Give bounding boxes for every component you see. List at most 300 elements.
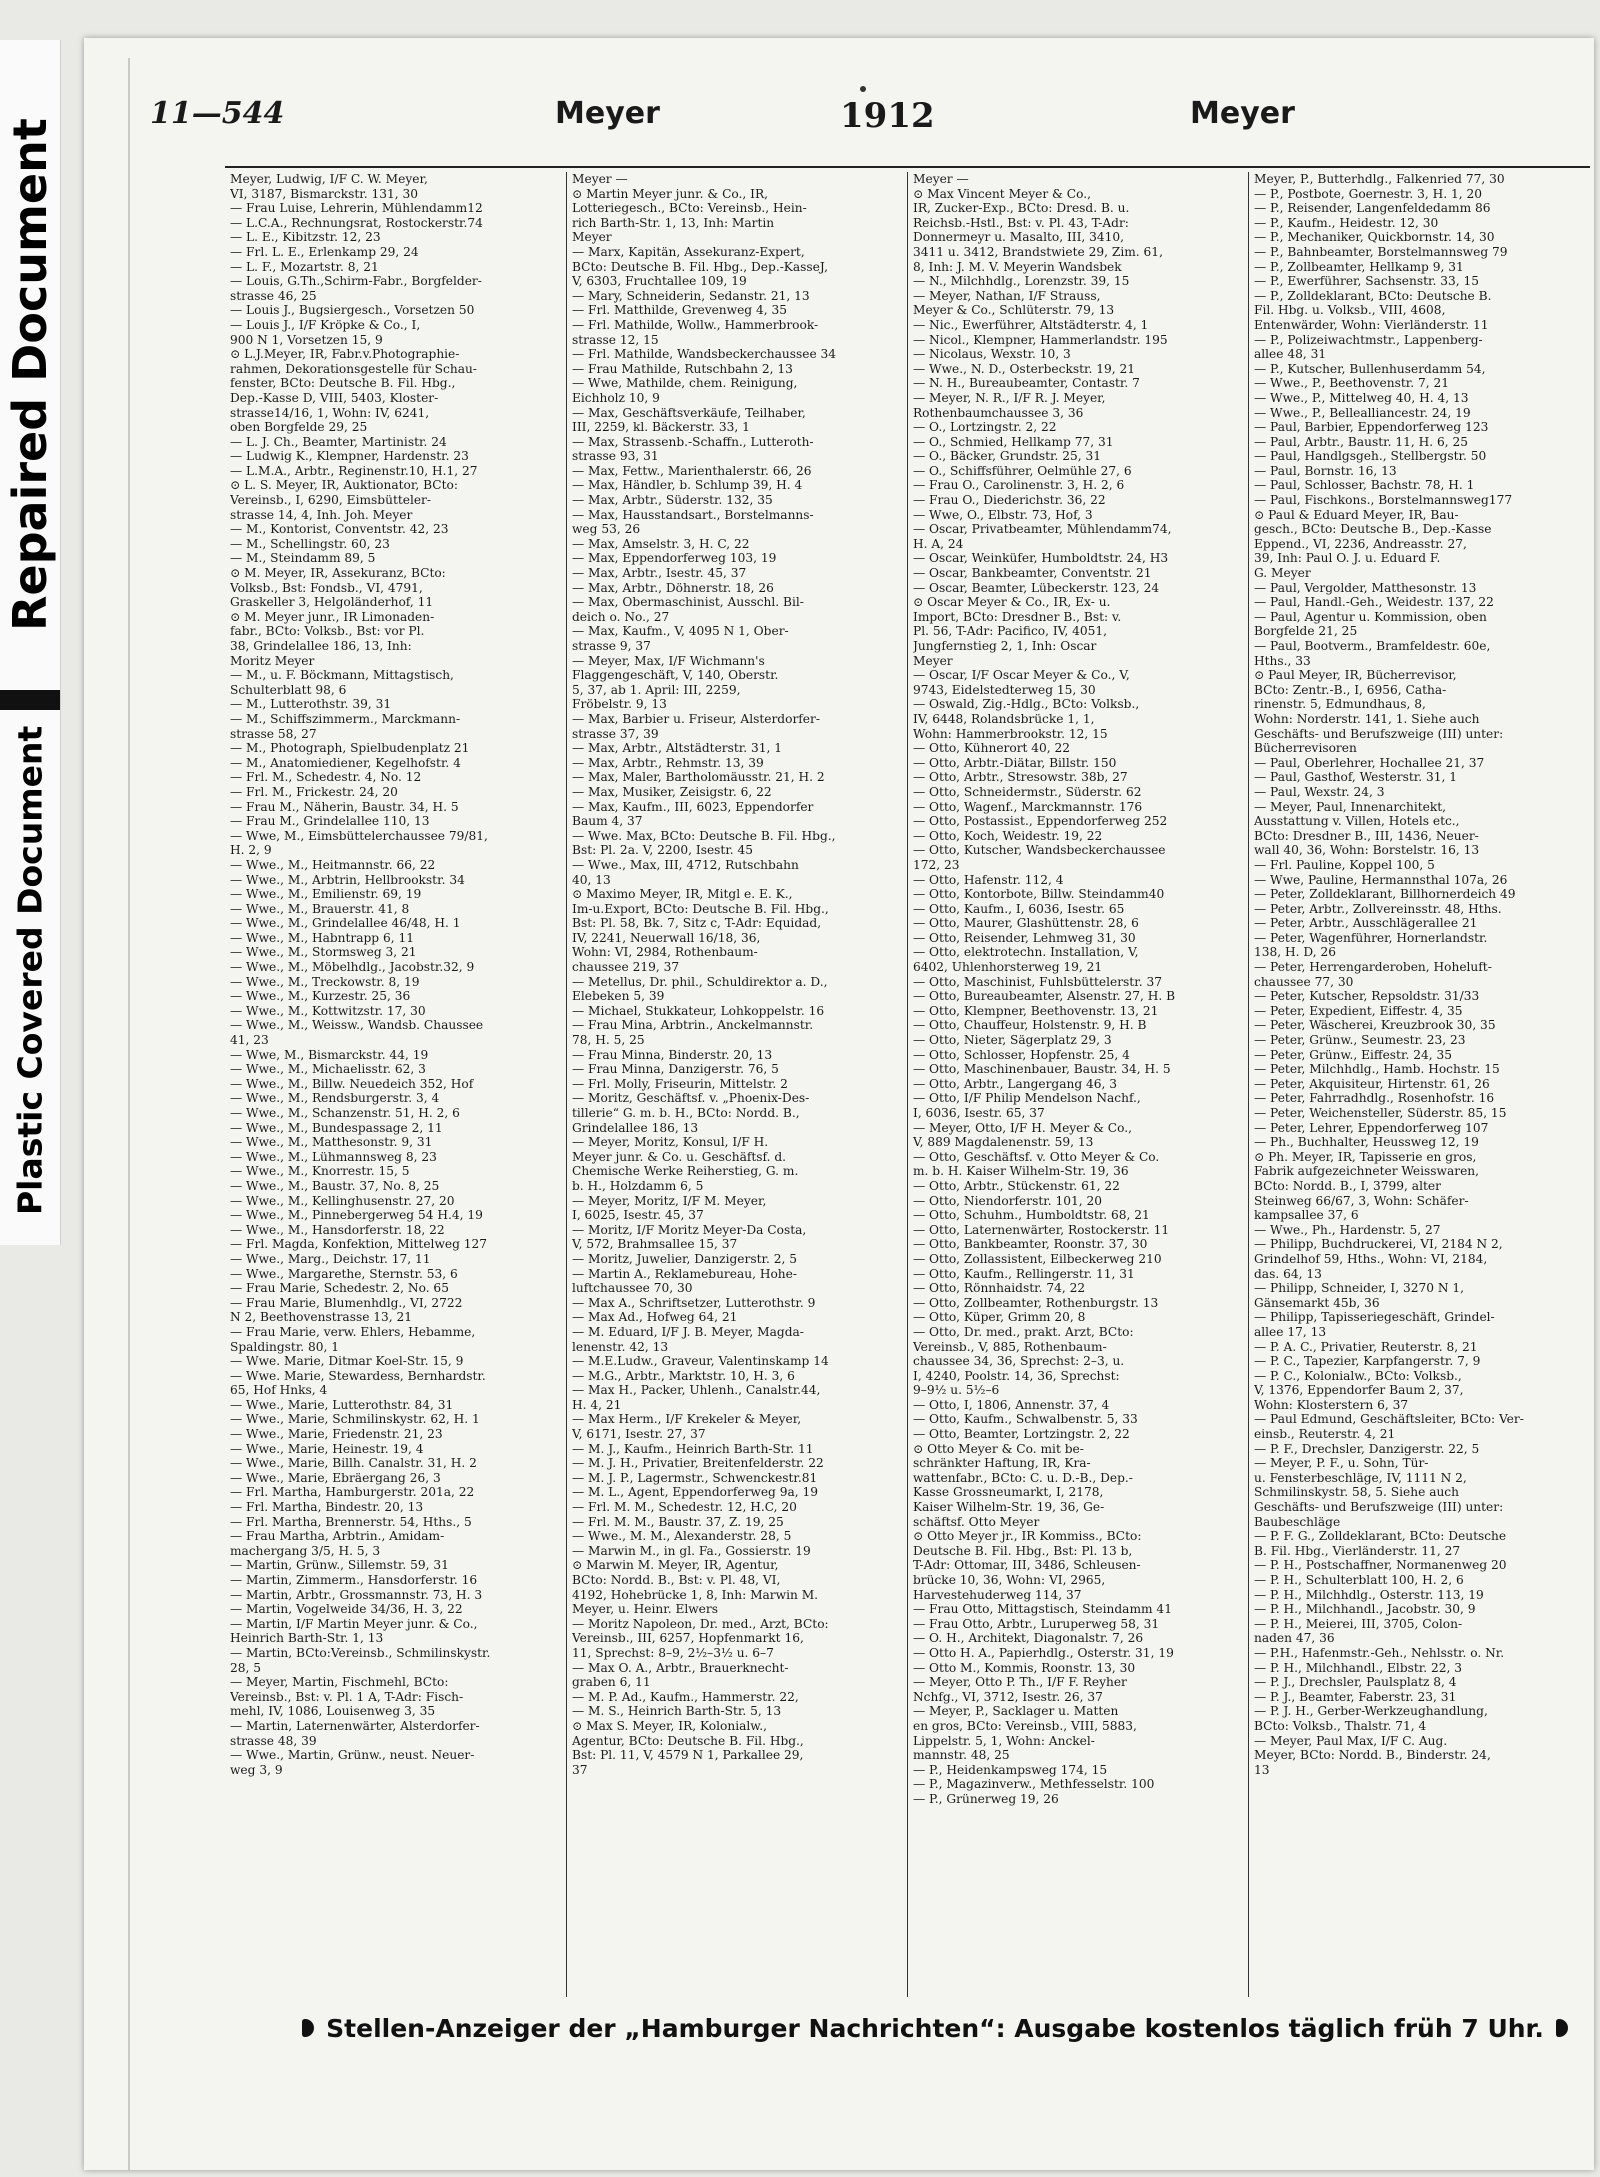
directory-entry: — Wwe., M., Baustr. 37, No. 8, 25 [230, 1178, 440, 1193]
directory-entry: 5, 37, ab 1. April: III, 2259, [572, 682, 741, 697]
directory-entry: — Otto, Schuhm., Humboldtstr. 68, 21 [913, 1208, 1150, 1223]
directory-entry: ⊙ Oscar Meyer & Co., IR, Ex- u. [913, 595, 1111, 610]
directory-entry: B. Fil. Hbg., Vierländerstr. 11, 27 [1254, 1543, 1461, 1558]
directory-entry: — Paul, Bootverm., Bramfeldestr. 60e, [1254, 639, 1491, 653]
directory-entry: — Peter, Weichensteller, Süderstr. 85, 15 [1254, 1106, 1507, 1120]
directory-entry: — Otto, Arbtr., Langergang 46, 3 [913, 1076, 1118, 1091]
directory-entry: strasse 48, 39 [230, 1733, 317, 1748]
directory-entry: — Oscar, Bankbeamter, Conventstr. 21 [913, 566, 1152, 581]
directory-entry: — M., Steindamm 89, 5 [230, 551, 376, 566]
directory-entry: — Max Herm., I/F Krekeler & Meyer, [572, 1412, 802, 1427]
directory-entry: ⊙ L. S. Meyer, IR, Auktionator, BCto: [230, 478, 458, 493]
column-3 [907, 172, 1248, 1997]
directory-entry: — Wwe., M., Emilienstr. 69, 19 [230, 887, 422, 902]
directory-entry: kampsallee 37, 6 [1254, 1208, 1359, 1223]
directory-entry: — Otto, Chauffeur, Holstenstr. 9, H. B [913, 1018, 1147, 1033]
directory-entry: — Max, Hausstandsart., Borstelmanns- [572, 507, 814, 522]
directory-entry: ⊙ Martin Meyer junr. & Co., IR, [572, 186, 769, 201]
directory-entry: — Otto, Bankbeamter, Roonstr. 37, 30 [913, 1237, 1148, 1252]
directory-entry: — Paul, Vergolder, Matthesonstr. 13 [1254, 580, 1477, 595]
directory-entry: — Moritz, Juwelier, Danzigerstr. 2, 5 [572, 1251, 797, 1266]
running-head-right: Meyer [1190, 96, 1295, 131]
directory-entry: — M., Anatomiediener, Kegelhofstr. 4 [230, 755, 461, 770]
directory-entry: — M., Kontorist, Conventstr. 42, 23 [230, 522, 449, 537]
directory-entry: — Otto, Wagenf., Marckmannstr. 176 [913, 799, 1143, 814]
directory-entry: — Frl. Molly, Friseurin, Mittelstr. 2 [572, 1076, 788, 1091]
directory-entry: I, 6025, Isestr. 45, 37 [572, 1208, 704, 1223]
directory-entry: — Paul, Arbtr., Baustr. 11, H. 6, 25 [1254, 434, 1469, 449]
directory-entry: — Otto, Rönnhaidstr. 74, 22 [913, 1281, 1086, 1296]
directory-entry: strasse 93, 31 [572, 449, 659, 464]
directory-entry: — Meyer, Paul, Innenarchitekt, [1254, 799, 1447, 814]
directory-entry: — Peter, Wäscherei, Kreuzbrook 30, 35 [1254, 1018, 1496, 1033]
directory-entry: — Wwe, M., Bismarckstr. 44, 19 [230, 1047, 429, 1062]
directory-entry: — Louis J., Bugsiergesch., Vorsetzen 50 [230, 303, 475, 318]
directory-entry: — L.C.A., Rechnungsrat, Rostockerstr.74 [230, 215, 483, 230]
directory-entry: — Frau Marie, Blumenhdlg., VI, 2722 [230, 1295, 463, 1310]
directory-entry: — Meyer, Moritz, Konsul, I/F H. [572, 1135, 769, 1150]
directory-entry: — Martin, Grünw., Sillemstr. 59, 31 [230, 1558, 449, 1573]
directory-entry: — Frau Mathilde, Rutschbahn 2, 13 [572, 361, 793, 376]
directory-entry: I, 6036, Isestr. 65, 37 [913, 1106, 1045, 1120]
directory-entry: — Peter, Grünw., Seumestr. 23, 23 [1254, 1033, 1466, 1048]
directory-entry: 28, 5 [230, 1660, 262, 1675]
directory-entry: — Meyer, P., Sacklager u. Matten [913, 1704, 1119, 1719]
directory-entry: — Frl. L. E., Erlenkamp 29, 24 [230, 244, 419, 259]
directory-entry: — Paul, Schlosser, Bachstr. 78, H. 1 [1254, 478, 1475, 493]
directory-entry: strasse 58, 27 [230, 726, 317, 741]
directory-entry: 900 N 1, Vorsetzen 15, 9 [230, 332, 383, 347]
directory-entry: — P. H., Schulterblatt 100, H. 2, 6 [1254, 1573, 1464, 1587]
directory-entry: 9–9½ u. 5½–6 [913, 1383, 1000, 1398]
directory-entry: schränkter Haftung, IR, Kra- [913, 1456, 1091, 1471]
directory-entry: — Paul, Agentur u. Kommission, oben [1254, 609, 1487, 624]
directory-entry: en gros, BCto: Vereinsb., VIII, 5883, [913, 1718, 1137, 1733]
directory-entry: — Wwe., M., Schanzenstr. 51, H. 2, 6 [230, 1106, 460, 1120]
directory-entry: weg 3, 9 [230, 1762, 283, 1777]
directory-entry: Baubeschläge [1254, 1514, 1341, 1529]
directory-entry: strasse 46, 25 [230, 288, 317, 303]
directory-entry: — Meyer, Otto P. Th., I/F F. Reyher [913, 1675, 1127, 1690]
directory-entry: chaussee 34, 36, Sprechst: 2–3, u. [913, 1354, 1125, 1369]
directory-entry: N 2, Beethovenstrasse 13, 21 [230, 1310, 413, 1325]
directory-entry: — P. F., Drechsler, Danzigerstr. 22, 5 [1254, 1441, 1480, 1456]
directory-entry: — Paul Edmund, Geschäftsleiter, BCto: Ver- [1254, 1412, 1524, 1427]
directory-entry: — Paul, Oberlehrer, Hochallee 21, 37 [1254, 755, 1485, 770]
directory-entry: G. Meyer [1254, 566, 1311, 581]
directory-entry: — Wwe., M., Lühmannsweg 8, 23 [230, 1149, 437, 1164]
directory-entry: — Wwe., M., Pinnebergerweg 54 H.4, 19 [230, 1208, 483, 1223]
directory-entry: — Frau Otto, Arbtr., Luruperweg 58, 31 [913, 1616, 1160, 1631]
directory-entry: ⊙ Marwin M. Meyer, IR, Agentur, [572, 1558, 779, 1573]
directory-entry: graben 6, 11 [572, 1675, 651, 1690]
directory-entry: — Philipp, Schneider, I, 3270 N 1, [1254, 1281, 1465, 1296]
directory-entry: chaussee 219, 37 [572, 960, 680, 975]
directory-entry: — Frau Otto, Mittagstisch, Steindamm 41 [913, 1602, 1172, 1617]
directory-entry: — Otto, Klempner, Beethovenstr. 13, 21 [913, 1003, 1159, 1018]
directory-entry: Schmilinskystr. 58, 5. Siehe auch [1254, 1485, 1459, 1500]
directory-entry: T-Adr: Ottomar, III, 3486, Schleusen- [913, 1558, 1141, 1573]
directory-entry: — Martin A., Reklamebureau, Hohe- [572, 1266, 797, 1281]
directory-entry: 39, Inh: Paul O. J. u. Eduard F. [1254, 551, 1441, 566]
directory-entry: — Martin, BCto:Vereinsb., Schmilinskystr. [230, 1645, 491, 1660]
directory-entry: — Philipp, Tapisseriegeschäft, Grindel- [1254, 1310, 1495, 1325]
directory-entry: Wohn: Klosterstern 6, 37 [1254, 1397, 1409, 1412]
directory-entry: — Frl. Mathilde, Wollw., Hammerbrook- [572, 317, 819, 332]
entry-columns [225, 172, 1590, 1997]
directory-entry: — Peter, Kutscher, Repsoldstr. 31/33 [1254, 989, 1480, 1004]
directory-entry: — Frau M., Grindelallee 110, 13 [230, 814, 430, 829]
directory-entry: — Wwe., Marie, Schmilinskystr. 62, H. 1 [230, 1412, 480, 1427]
directory-entry: — Otto, Maschinenbauer, Baustr. 34, H. 5 [913, 1062, 1171, 1077]
directory-entry: — Oswald, Zig.-Hdlg., BCto: Volksb., [913, 697, 1140, 712]
directory-entry: — Otto, Arbtr., Stresowstr. 38b, 27 [913, 770, 1128, 785]
directory-entry: strasse14/16, 1, Wohn: IV, 6241, [230, 405, 430, 420]
directory-entry: Vereinsb., I, 6290, Eimsbütteler- [230, 493, 432, 508]
directory-entry: — O., Schiffsführer, Oelmühle 27, 6 [913, 463, 1132, 478]
directory-entry: — P., Reisender, Langenfeldedamm 86 [1254, 201, 1491, 216]
directory-entry: — Peter, Expedient, Eiffestr. 4, 35 [1254, 1003, 1463, 1018]
directory-entry: — Wwe., M., Bundespassage 2, 11 [230, 1120, 443, 1135]
directory-entry: — Wwe., M., Kurzestr. 25, 36 [230, 989, 411, 1004]
directory-entry: — Ludwig K., Klempner, Hardenstr. 23 [230, 449, 469, 464]
directory-entry: Jungfernstieg 2, 1, Inh: Oscar [913, 639, 1097, 653]
directory-entry: — P., Grünerweg 19, 26 [913, 1791, 1059, 1806]
directory-entry: — Frl. Mathilde, Wandsbeckerchaussee 34 [572, 347, 837, 362]
directory-entry: — Frau Marie, verw. Ehlers, Hebamme, [230, 1324, 476, 1339]
directory-entry: Spaldingstr. 80, 1 [230, 1339, 340, 1354]
directory-entry: Elebeken 5, 39 [572, 989, 665, 1004]
directory-entry: — Louis, G.Th.,Schirm-Fabr., Borgfelder- [230, 274, 482, 289]
directory-entry: — Otto, Kontorbote, Billw. Steindamm40 [913, 887, 1165, 902]
directory-entry: — Louis J., I/F Kröpke & Co., I, [230, 317, 421, 332]
directory-entry: Reichsb.-Hstl., Bst: v. Pl. 43, T-Adr: [913, 215, 1129, 230]
directory-entry: — Wwe., M., Rendsburgerstr. 3, 4 [230, 1091, 440, 1106]
directory-entry: 3411 u. 3412, Brandstwiete 29, Zim. 61, [913, 244, 1163, 259]
directory-entry: — Max Ad., Hofweg 64, 21 [572, 1310, 738, 1325]
directory-entry: — P. J., Beamter, Faberstr. 23, 31 [1254, 1689, 1457, 1704]
directory-entry: — M.G., Arbtr., Marktstr. 10, H. 3, 6 [572, 1368, 795, 1383]
directory-entry: — Otto, Zollbeamter, Rothenburgstr. 13 [913, 1295, 1159, 1310]
directory-entry: — P., Kaufm., Heidestr. 12, 30 [1254, 215, 1439, 230]
directory-entry: — Max, Händler, b. Schlump 39, H. 4 [572, 478, 803, 493]
directory-entry: strasse 12, 15 [572, 332, 659, 347]
directory-entry: Lippelstr. 5, 1, Wohn: Anckel- [913, 1733, 1095, 1748]
directory-entry: — P., Mechaniker, Quickbornstr. 14, 30 [1254, 230, 1495, 245]
directory-entry: — Wwe., N. D., Osterbeckstr. 19, 21 [913, 361, 1136, 376]
directory-entry: — Otto, Dr. med., prakt. Arzt, BCto: [913, 1324, 1134, 1339]
directory-entry: — Max H., Packer, Uhlenh., Canalstr.44, [572, 1383, 821, 1398]
directory-entry: Meyer junr. & Co. u. Geschäftsf. d. [572, 1149, 787, 1164]
directory-entry: — Otto, Kaufm., I, 6036, Isestr. 65 [913, 901, 1125, 916]
directory-entry: — P. H., Postschaffner, Normanenweg 20 [1254, 1558, 1507, 1573]
directory-entry: — Wwe. Marie, Ditmar Koel-Str. 15, 9 [230, 1354, 464, 1369]
directory-entry: — Otto, Postassist., Eppendorferweg 252 [913, 814, 1168, 829]
directory-entry: — P. C., Kolonialw., BCto: Volksb., [1254, 1368, 1462, 1383]
directory-entry: — Nicol., Klempner, Hammerlandstr. 195 [913, 332, 1168, 347]
directory-entry: — P., Zolldeklarant, BCto: Deutsche B. [1254, 288, 1492, 303]
directory-entry: gesch., BCto: Deutsche B., Dep.-Kasse [1254, 522, 1492, 537]
page-number: 11—544 [150, 96, 285, 131]
directory-entry: — Wwe., Margarethe, Sternstr. 53, 6 [230, 1266, 458, 1281]
directory-entry: 65, Hof Hnks, 4 [230, 1383, 328, 1398]
directory-entry: — Wwe., Marie, Lutterothstr. 84, 31 [230, 1397, 454, 1412]
directory-entry: — Wwe. Marie, Stewardess, Bernhardstr. [230, 1368, 486, 1383]
directory-entry: — P. A. C., Privatier, Reuterstr. 8, 21 [1254, 1339, 1478, 1354]
directory-entry: — Meyer, Moritz, I/F M. Meyer, [572, 1193, 767, 1208]
directory-entry: Ausstattung v. Villen, Hotels etc., [1254, 814, 1460, 829]
directory-entry: Entenwärder, Wohn: Vierländerstr. 11 [1254, 317, 1489, 332]
directory-entry: — Max, Strassenb.-Schaffn., Lutteroth- [572, 434, 814, 449]
directory-entry: — Meyer, Max, I/F Wichmann's [572, 653, 765, 668]
directory-entry: — P. J., Drechsler, Paulsplatz 8, 4 [1254, 1675, 1457, 1690]
directory-entry: ⊙ Ph. Meyer, IR, Tapisserie en gros, [1254, 1149, 1477, 1164]
directory-entry: — M., Schiffszimmerm., Marckmann- [230, 711, 461, 726]
directory-entry: — Frl. M., Schedestr. 4, No. 12 [230, 770, 422, 785]
directory-entry: — P. H., Milchhandl., Elbstr. 22, 3 [1254, 1660, 1463, 1675]
directory-entry: — Max, Arbtr., Süderstr. 132, 35 [572, 493, 773, 508]
directory-entry: ⊙ L.J.Meyer, IR, Fabr.v.Photographie- [230, 347, 460, 362]
directory-entry: — Wwe., M., Billw. Neuedeich 352, Hof [230, 1076, 474, 1091]
directory-entry: BCto: Nordd. B., I, 3799, alter [1254, 1178, 1441, 1193]
directory-entry: — Peter, Akquisiteur, Hirtenstr. 61, 26 [1254, 1076, 1490, 1091]
directory-entry: — Otto, Maurer, Glashüttenstr. 28, 6 [913, 916, 1139, 931]
directory-entry: — Martin, Vogelweide 34/36, H. 3, 22 [230, 1602, 463, 1617]
directory-entry: — M. Eduard, I/F J. B. Meyer, Magda- [572, 1324, 804, 1339]
directory-entry: — Wwe, Mathilde, chem. Reinigung, [572, 376, 798, 391]
directory-entry: — Otto, Arbtr., Stückenstr. 61, 22 [913, 1178, 1120, 1193]
directory-entry: rich Barth-Str. 1, 13, Inh: Martin [572, 215, 775, 230]
directory-entry: naden 47, 36 [1254, 1631, 1335, 1646]
directory-entry: Wohn: VI, 2984, Rothenbaum- [572, 945, 758, 960]
directory-entry: — Otto, I/F Philip Mendelson Nachf., [913, 1091, 1141, 1106]
directory-entry: — Frl. M. M., Baustr. 37, Z. 19, 25 [572, 1514, 784, 1529]
page-footer [290, 2011, 1580, 2045]
directory-entry: wall 40, 36, Wohn: Borstelstr. 16, 13 [1254, 843, 1480, 858]
directory-entry: — Frau Minna, Danzigerstr. 76, 5 [572, 1062, 779, 1077]
directory-entry: mannstr. 48, 25 [913, 1748, 1010, 1763]
directory-entry: Grindelhof 59, Hths., Wohn: VI, 2184, [1254, 1251, 1488, 1266]
directory-entry: — Max, Maler, Bartholomäusstr. 21, H. 2 [572, 770, 825, 785]
directory-entry: — Otto, elektrotechn. Installation, V, [913, 945, 1139, 960]
directory-entry: — Moritz Napoleon, Dr. med., Arzt, BCto: [572, 1616, 829, 1631]
directory-entry: — M.E.Ludw., Graveur, Valentinskamp 14 [572, 1354, 829, 1369]
directory-entry: — Frau Minna, Binderstr. 20, 13 [572, 1047, 773, 1062]
directory-entry: — Wwe., M., Brauerstr. 41, 8 [230, 901, 410, 916]
directory-entry: — Wwe., M., Knorrestr. 15, 5 [230, 1164, 410, 1179]
directory-entry: BCto: Nordd. B., Bst: v. Pl. 48, VI, [572, 1573, 781, 1587]
directory-entry: — Max, Fettw., Marienthalerstr. 66, 26 [572, 463, 812, 478]
directory-entry: — Martin, Zimmerm., Hansdorferstr. 16 [230, 1573, 478, 1587]
directory-entry: — P., Zollbeamter, Hellkamp 9, 31 [1254, 259, 1464, 274]
directory-entry: — M., u. F. Böckmann, Mittagstisch, [230, 668, 454, 683]
directory-entry: — Wwe., M., Möbelhdlg., Jacobstr.32, 9 [230, 960, 475, 975]
directory-entry: IV, 6448, Rolandsbrücke 1, 1, [913, 711, 1095, 726]
directory-entry: Gänsemarkt 45b, 36 [1254, 1295, 1380, 1310]
directory-entry: — L. F., Mozartstr. 8, 21 [230, 259, 379, 274]
directory-entry: — P., Heidenkampsweg 174, 15 [913, 1762, 1108, 1777]
directory-entry: Fabrik aufgezeichneter Weisswaren, [1254, 1164, 1480, 1179]
directory-entry: — Otto, Küper, Grimm 20, 8 [913, 1310, 1086, 1325]
directory-entry: Vereinsb., III, 6257, Hopfenmarkt 16, [572, 1631, 804, 1646]
directory-entry: lenenstr. 42, 13 [572, 1339, 669, 1354]
directory-entry: — Frau Marie, Schedestr. 2, No. 65 [230, 1281, 449, 1296]
running-head-left: Meyer [555, 96, 660, 131]
directory-entry: ⊙ M. Meyer, IR, Assekuranz, BCto: [230, 566, 446, 581]
directory-entry: 37 [572, 1762, 588, 1777]
directory-entry: Hths., 33 [1254, 653, 1311, 668]
directory-entry: — Wwe, Pauline, Hermannsthal 107a, 26 [1254, 872, 1508, 887]
directory-entry: Flaggengeschäft, V, 140, Oberstr. [572, 668, 779, 683]
directory-entry: strasse 9, 37 [572, 639, 651, 653]
directory-entry: — Frau Martha, Arbtrin., Amidam- [230, 1529, 445, 1544]
directory-entry: Bst: Pl. 11, V, 4579 N 1, Parkallee 29, [572, 1748, 804, 1763]
directory-entry: einsb., Reuterstr. 4, 21 [1254, 1427, 1396, 1442]
directory-entry: — P. J. H., Gerber-Werkzeughandlung, [1254, 1704, 1488, 1719]
directory-entry: — Wwe., Max, III, 4712, Rutschbahn [572, 857, 799, 872]
directory-entry: Im-u.Export, BCto: Deutsche B. Fil. Hbg., [572, 901, 829, 916]
directory-entry: — Otto, Kaufm., Rellingerstr. 11, 31 [913, 1266, 1135, 1281]
directory-entry: — Wwe., Ph., Hardenstr. 5, 27 [1254, 1222, 1441, 1237]
directory-entry: I, 4240, Poolstr. 14, 36, Sprechst: [913, 1368, 1120, 1383]
directory-entry: — Moritz, Geschäftsf. v. „Phoenix-Des- [572, 1091, 810, 1106]
directory-entry: tillerie“ G. m. b. H., BCto: Nordd. B., [572, 1106, 800, 1120]
directory-entry: — Frau M., Näherin, Baustr. 34, H. 5 [230, 799, 459, 814]
directory-entry: H. 4, 21 [572, 1397, 622, 1412]
directory-entry: — Wwe. Max, BCto: Deutsche B. Fil. Hbg., [572, 828, 836, 843]
directory-entry: 78, H. 5, 25 [572, 1033, 645, 1048]
directory-entry: strasse 14, 4, Inh. Joh. Meyer [230, 507, 413, 522]
directory-entry: — M. J., Kaufm., Heinrich Barth-Str. 11 [572, 1441, 814, 1456]
directory-entry: — Frau O., Carolinenstr. 3, H. 2, 6 [913, 478, 1125, 493]
directory-entry: Meyer — [913, 172, 969, 186]
directory-entry: — Meyer, P. F., u. Sohn, Tür- [1254, 1456, 1429, 1471]
directory-entry: — Peter, Arbtr., Ausschlägerallee 21 [1254, 916, 1478, 931]
directory-entry: Meyer & Co., Schlüterstr. 79, 13 [913, 303, 1115, 318]
directory-entry: — Marwin M., in gl. Fa., Gossierstr. 19 [572, 1543, 811, 1558]
side-label-plastic: Plastic Covered Document [10, 725, 50, 1215]
directory-entry: — Wwe., Marie, Billh. Canalstr. 31, H. 2 [230, 1456, 477, 1471]
directory-entry: — P. C., Tapezier, Karpfangerstr. 7, 9 [1254, 1354, 1481, 1369]
directory-entry: — Oscar, Privatbeamter, Mühlendamm74, [913, 522, 1172, 537]
directory-entry: Dep.-Kasse D, VIII, 5403, Kloster- [230, 390, 439, 405]
directory-entry: — Wwe., M., Matthesonstr. 9, 31 [230, 1135, 433, 1150]
directory-entry: — Ph., Buchhalter, Heussweg 12, 19 [1254, 1135, 1479, 1150]
directory-entry: — Frl. Martha, Bindestr. 20, 13 [230, 1500, 424, 1515]
directory-entry: Meyer [913, 653, 953, 668]
directory-entry: das. 64, 13 [1254, 1266, 1322, 1281]
directory-entry: mehl, IV, 1086, Louisenweg 3, 35 [230, 1704, 436, 1719]
directory-entry: Eichholz 10, 9 [572, 390, 660, 405]
directory-entry: — Wwe., Marie, Ebräergang 26, 3 [230, 1470, 441, 1485]
directory-entry: machergang 3/5, H. 5, 3 [230, 1543, 381, 1558]
footer-advert: Stellen-Anzeiger der „Hamburger Nachrichten“: Ausgabe kostenlos täglich früh 7 Uhr. [326, 2013, 1544, 2043]
directory-entry: — Wwe., P., Beethovenstr. 7, 21 [1254, 376, 1450, 391]
directory-entry: — Otto, Koch, Weidestr. 19, 22 [913, 828, 1103, 843]
directory-entry: — Paul, Handl.-Geh., Weidestr. 137, 22 [1254, 595, 1494, 610]
directory-entry: — Max A., Schriftsetzer, Lutterothstr. 9 [572, 1295, 816, 1310]
directory-entry: — Max, Arbtr., Döhnerstr. 18, 26 [572, 580, 774, 595]
directory-entry: Kaiser Wilhelm-Str. 19, 36, Ge- [913, 1500, 1105, 1515]
directory-entry: — M., Schellingstr. 60, 23 [230, 536, 390, 551]
directory-entry: ⊙ Paul & Eduard Meyer, IR, Bau- [1254, 507, 1459, 522]
directory-entry: — Peter, Lehrer, Eppendorferweg 107 [1254, 1120, 1489, 1135]
directory-entry: — Wwe., M., Kottwitzstr. 17, 30 [230, 1003, 426, 1018]
directory-entry: Rothenbaumchaussee 3, 36 [913, 405, 1084, 420]
directory-entry: — Otto, Kühnerort 40, 22 [913, 741, 1071, 756]
directory-entry: — Paul, Bornstr. 16, 13 [1254, 463, 1397, 478]
directory-entry: — Frau Mina, Arbtrin., Anckelmannstr. [572, 1018, 814, 1033]
directory-entry: VI, 3187, Bismarckstr. 131, 30 [230, 186, 419, 201]
directory-entry: Baum 4, 37 [572, 814, 643, 829]
directory-entry: — Wwe, M., Eimsbüttelerchaussee 79/81, [230, 828, 488, 843]
directory-entry: — L. J. Ch., Beamter, Martinistr. 24 [230, 434, 447, 449]
directory-entry: V, 6171, Isestr. 27, 37 [572, 1427, 706, 1442]
directory-entry: — Meyer, Martin, Fischmehl, BCto: [230, 1675, 449, 1690]
directory-entry: — P., Ewerführer, Sachsenstr. 33, 15 [1254, 274, 1480, 289]
side-tab-divider [0, 690, 60, 710]
directory-entry: — Marx, Kapitän, Assekuranz-Expert, [572, 244, 805, 259]
directory-entry: III, 2259, kl. Bäckerstr. 33, 1 [572, 420, 750, 435]
directory-entry: — Peter, Arbtr., Zollvereinsstr. 48, Hths. [1254, 901, 1502, 916]
directory-entry: Grindelallee 186, 13 [572, 1120, 699, 1135]
column-1 [225, 172, 566, 1997]
directory-entry: — Paul, Gasthof, Westerstr. 31, 1 [1254, 770, 1457, 785]
directory-entry: — Wwe., Martin, Grünw., neust. Neuer- [230, 1748, 475, 1763]
directory-entry: Chemische Werke Reiherstieg, G. m. [572, 1164, 799, 1179]
directory-entry: — Max, Eppendorferweg 103, 19 [572, 551, 777, 566]
directory-entry: Bst: Pl. 58, Bk. 7, Sitz c, T-Adr: Equidad, [572, 916, 822, 931]
directory-entry: — Wwe., Marg., Deichstr. 17, 11 [230, 1251, 431, 1266]
side-tab [0, 40, 61, 1245]
directory-entry: Heinrich Barth-Str. 1, 13 [230, 1631, 384, 1646]
directory-entry: — Otto, Nieter, Sägerplatz 29, 3 [913, 1033, 1112, 1048]
directory-entry: — M. L., Agent, Eppendorferweg 9a, 19 [572, 1485, 818, 1500]
directory-entry: — M., Lutterothstr. 39, 31 [230, 697, 392, 712]
directory-entry: — Peter, Herrengarderoben, Hoheluft- [1254, 960, 1492, 975]
directory-entry: — Peter, Grünw., Eiffestr. 24, 35 [1254, 1047, 1452, 1062]
directory-entry: 40, 13 [572, 872, 611, 887]
directory-entry: — Wwe., P., Mittelweg 40, H. 4, 13 [1254, 390, 1469, 405]
directory-entry: ⊙ Otto Meyer & Co. mit be- [913, 1441, 1084, 1456]
directory-entry: allee 17, 13 [1254, 1324, 1327, 1339]
directory-entry: — Max, Kaufm., V, 4095 N 1, Ober- [572, 624, 789, 639]
directory-entry: Meyer, P., Butterhdlg., Falkenried 77, 30 [1254, 172, 1505, 186]
directory-entry: ⊙ Maximo Meyer, IR, Mitgl e. E. K., [572, 887, 793, 902]
page-year: 1912 [840, 96, 935, 136]
directory-entry: Wohn: Norderstr. 141, 1. Siehe auch [1254, 711, 1480, 726]
directory-entry: — Wwe., M., Weissw., Wandsb. Chaussee [230, 1018, 484, 1033]
directory-entry: Meyer [572, 230, 612, 245]
directory-entry: — P.H., Hafenmstr.-Geh., Nehlsstr. o. Nr. [1254, 1645, 1505, 1660]
directory-entry: — Moritz, I/F Moritz Meyer-Da Costa, [572, 1222, 807, 1237]
directory-entry: Donnermeyr u. Masalto, III, 3410, [913, 230, 1125, 245]
directory-entry: m. b. H. Kaiser Wilhelm-Str. 19, 36 [913, 1164, 1129, 1179]
directory-entry: brücke 10, 36, Wohn: VI, 2965, [913, 1573, 1106, 1587]
directory-entry: — P. H., Milchhandl., Jacobstr. 30, 9 [1254, 1602, 1476, 1617]
directory-entry: strasse 37, 39 [572, 726, 659, 741]
directory-entry: — Martin, Arbtr., Grossmannstr. 73, H. 3 [230, 1587, 483, 1602]
directory-entry: Lotteriegesch., BCto: Vereinsb., Hein- [572, 201, 807, 216]
directory-entry: rahmen, Dekorationsgestelle für Schau- [230, 361, 477, 376]
directory-entry: 138, H. D, 26 [1254, 945, 1336, 960]
directory-entry: — Metellus, Dr. phil., Schuldirektor a. D., [572, 974, 828, 989]
directory-entry: luftchaussee 70, 30 [572, 1281, 693, 1296]
directory-entry: Schulterblatt 98, 6 [230, 682, 347, 697]
directory-entry: Eppend., VI, 2236, Andreasstr. 27, [1254, 536, 1467, 551]
column-2 [566, 172, 907, 1997]
directory-entry: — Otto, Schlosser, Hopfenstr. 25, 4 [913, 1047, 1130, 1062]
